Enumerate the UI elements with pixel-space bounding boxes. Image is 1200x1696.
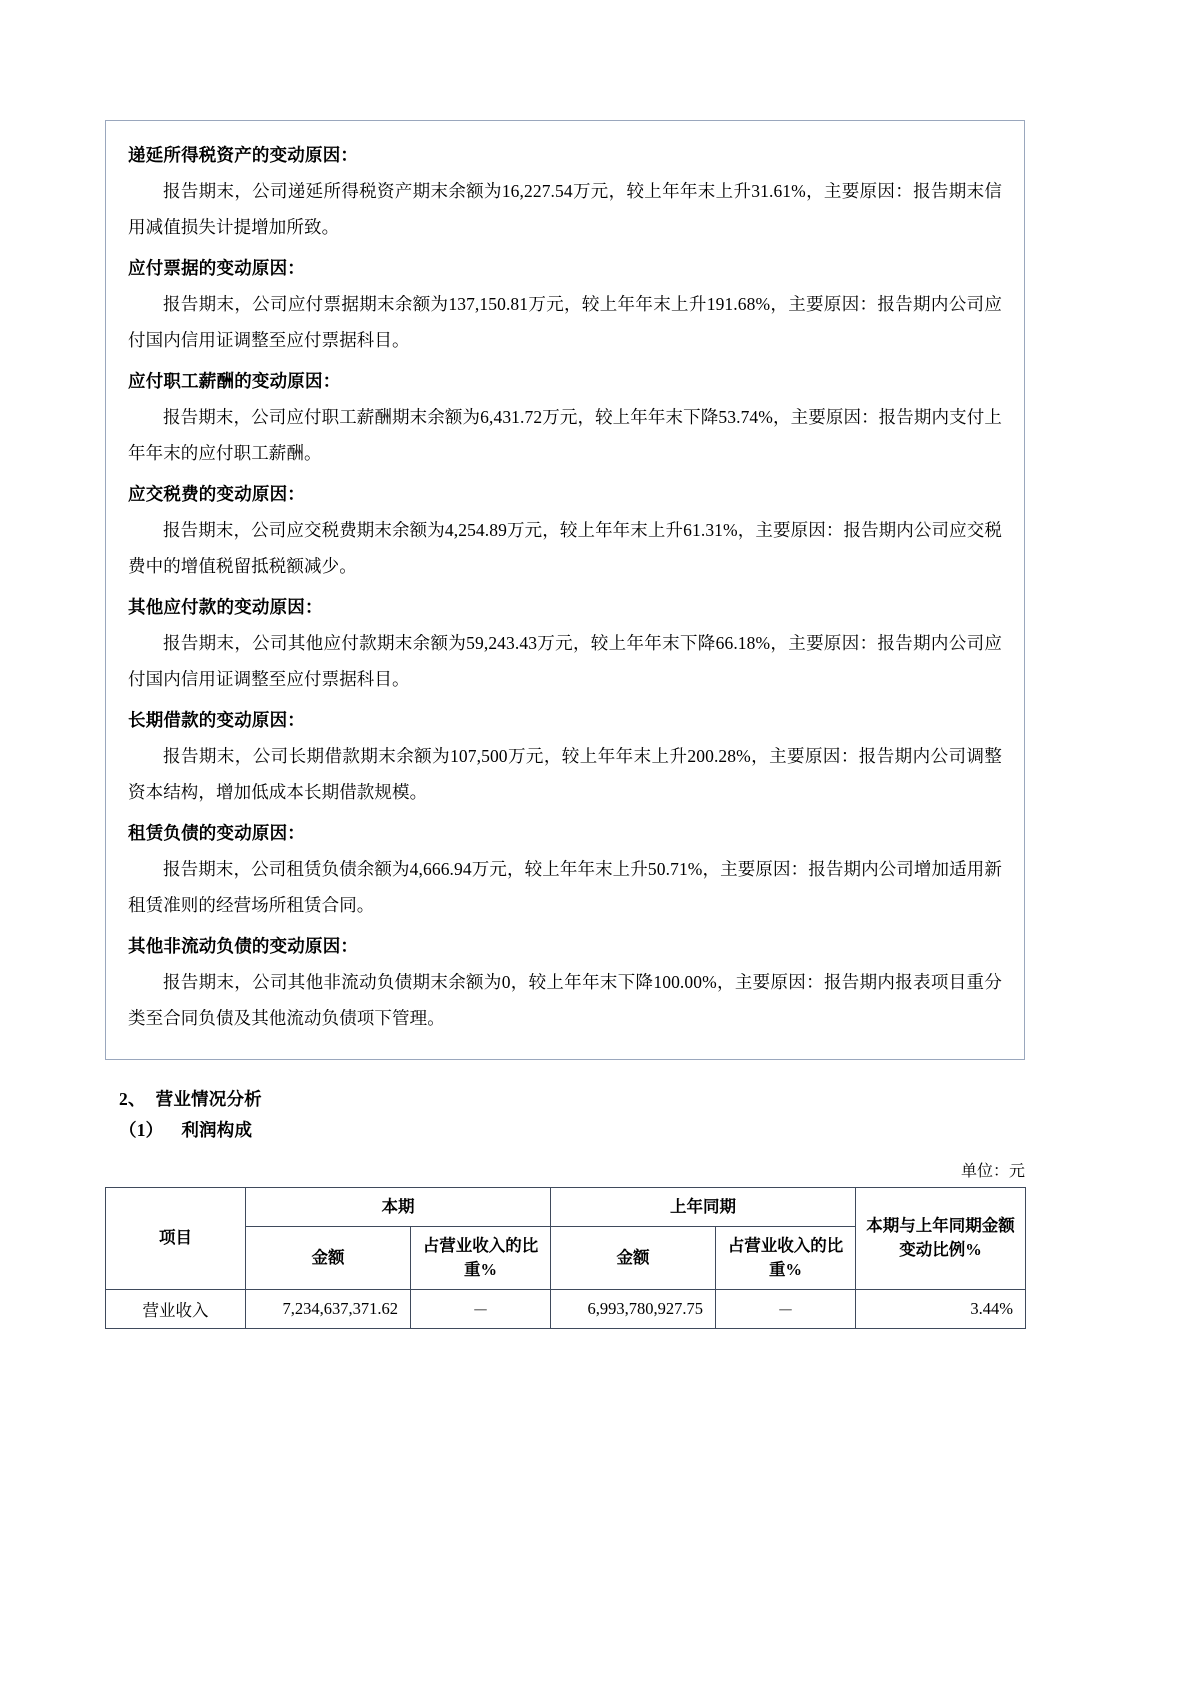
note-heading: 其他非流动负债的变动原因： — [128, 936, 359, 956]
header-last-ratio: 占营业收入的比重% — [716, 1226, 856, 1289]
note-paragraph: 报告期末，公司应付票据期末余额为137,150.81万元，较上年年末上升191.68%，主要原因：报告期内公司应付国内信用证调整至应付票据科目。 — [128, 294, 1002, 351]
row-last-amount: 6,993,780,927.75 — [551, 1289, 716, 1328]
header-current-ratio: 占营业收入的比重% — [411, 1226, 551, 1289]
section-title-text: 营业情况分析 — [155, 1089, 262, 1109]
note-heading: 长期借款的变动原因： — [128, 710, 305, 730]
row-last-ratio: － — [716, 1289, 856, 1328]
note-paragraph: 报告期末，公司应付职工薪酬期末余额为6,431.72万元，较上年年末下降53.74%，主要原因：报告期内支付上年年末的应付职工薪酬。 — [128, 407, 1002, 464]
table-row — [106, 1289, 1026, 1328]
header-current-amount: 金额 — [246, 1226, 411, 1289]
row-current-ratio: － — [411, 1289, 551, 1328]
table-unit-label: 单位：元 — [960, 1163, 1025, 1180]
note-heading: 应付职工薪酬的变动原因： — [128, 371, 341, 391]
row-change-ratio: 3.44% — [856, 1289, 1026, 1328]
note-paragraph: 报告期末，公司应交税费期末余额为4,254.89万元，较上年年末上升61.31%，主要原因：报告期内公司应交税费中的增值税留抵税额减少。 — [128, 520, 1002, 577]
header-item: 项目 — [106, 1188, 246, 1290]
row-item: 营业收入 — [106, 1289, 246, 1328]
row-current-amount: 7,234,637,371.62 — [246, 1289, 411, 1328]
note-paragraph: 报告期末，公司递延所得税资产期末余额为16,227.54万元，较上年年末上升31.61%，主要原因：报告期末信用减值损失计提增加所致。 — [128, 181, 1002, 238]
header-last-amount: 金额 — [551, 1226, 716, 1289]
note-heading: 其他应付款的变动原因： — [128, 597, 323, 617]
subsection-title-text: 利润构成 — [181, 1120, 253, 1140]
header-last-year-period: 上年同期 — [551, 1188, 856, 1227]
table-header-row-1 — [106, 1188, 1026, 1227]
note-heading: 租赁负债的变动原因： — [128, 823, 305, 843]
profit-composition-table — [105, 1187, 1026, 1329]
note-paragraph: 报告期末，公司长期借款期末余额为107,500万元，较上年年末上升200.28%，主要原因：报告期内公司调整资本结构，增加低成本长期借款规模。 — [128, 746, 1002, 803]
header-change-ratio: 本期与上年同期金额变动比例% — [856, 1188, 1026, 1290]
note-heading: 应付票据的变动原因： — [128, 258, 305, 278]
subsection-number: （1） — [119, 1120, 164, 1140]
balance-change-notes-box — [105, 120, 1025, 1060]
header-current-period: 本期 — [246, 1188, 551, 1227]
section-heading — [119, 1086, 1095, 1111]
note-paragraph: 报告期末，公司租赁负债余额为4,666.94万元，较上年年末上升50.71%，主要原因：报告期内公司增加适用新租赁准则的经营场所租赁合同。 — [128, 859, 1002, 916]
note-heading: 应交税费的变动原因： — [128, 484, 305, 504]
note-heading: 递延所得税资产的变动原因： — [128, 145, 359, 165]
subsection-heading — [119, 1117, 1095, 1142]
note-paragraph: 报告期末，公司其他非流动负债期末余额为0，较上年年末下降100.00%，主要原因：报告期内报表项目重分类至合同负债及其他流动负债项下管理。 — [128, 972, 1002, 1029]
note-paragraph: 报告期末，公司其他应付款期末余额为59,243.43万元，较上年年末下降66.18%，主要原因：报告期内公司应付国内信用证调整至应付票据科目。 — [128, 633, 1002, 690]
section-number: 2、 — [119, 1089, 146, 1109]
